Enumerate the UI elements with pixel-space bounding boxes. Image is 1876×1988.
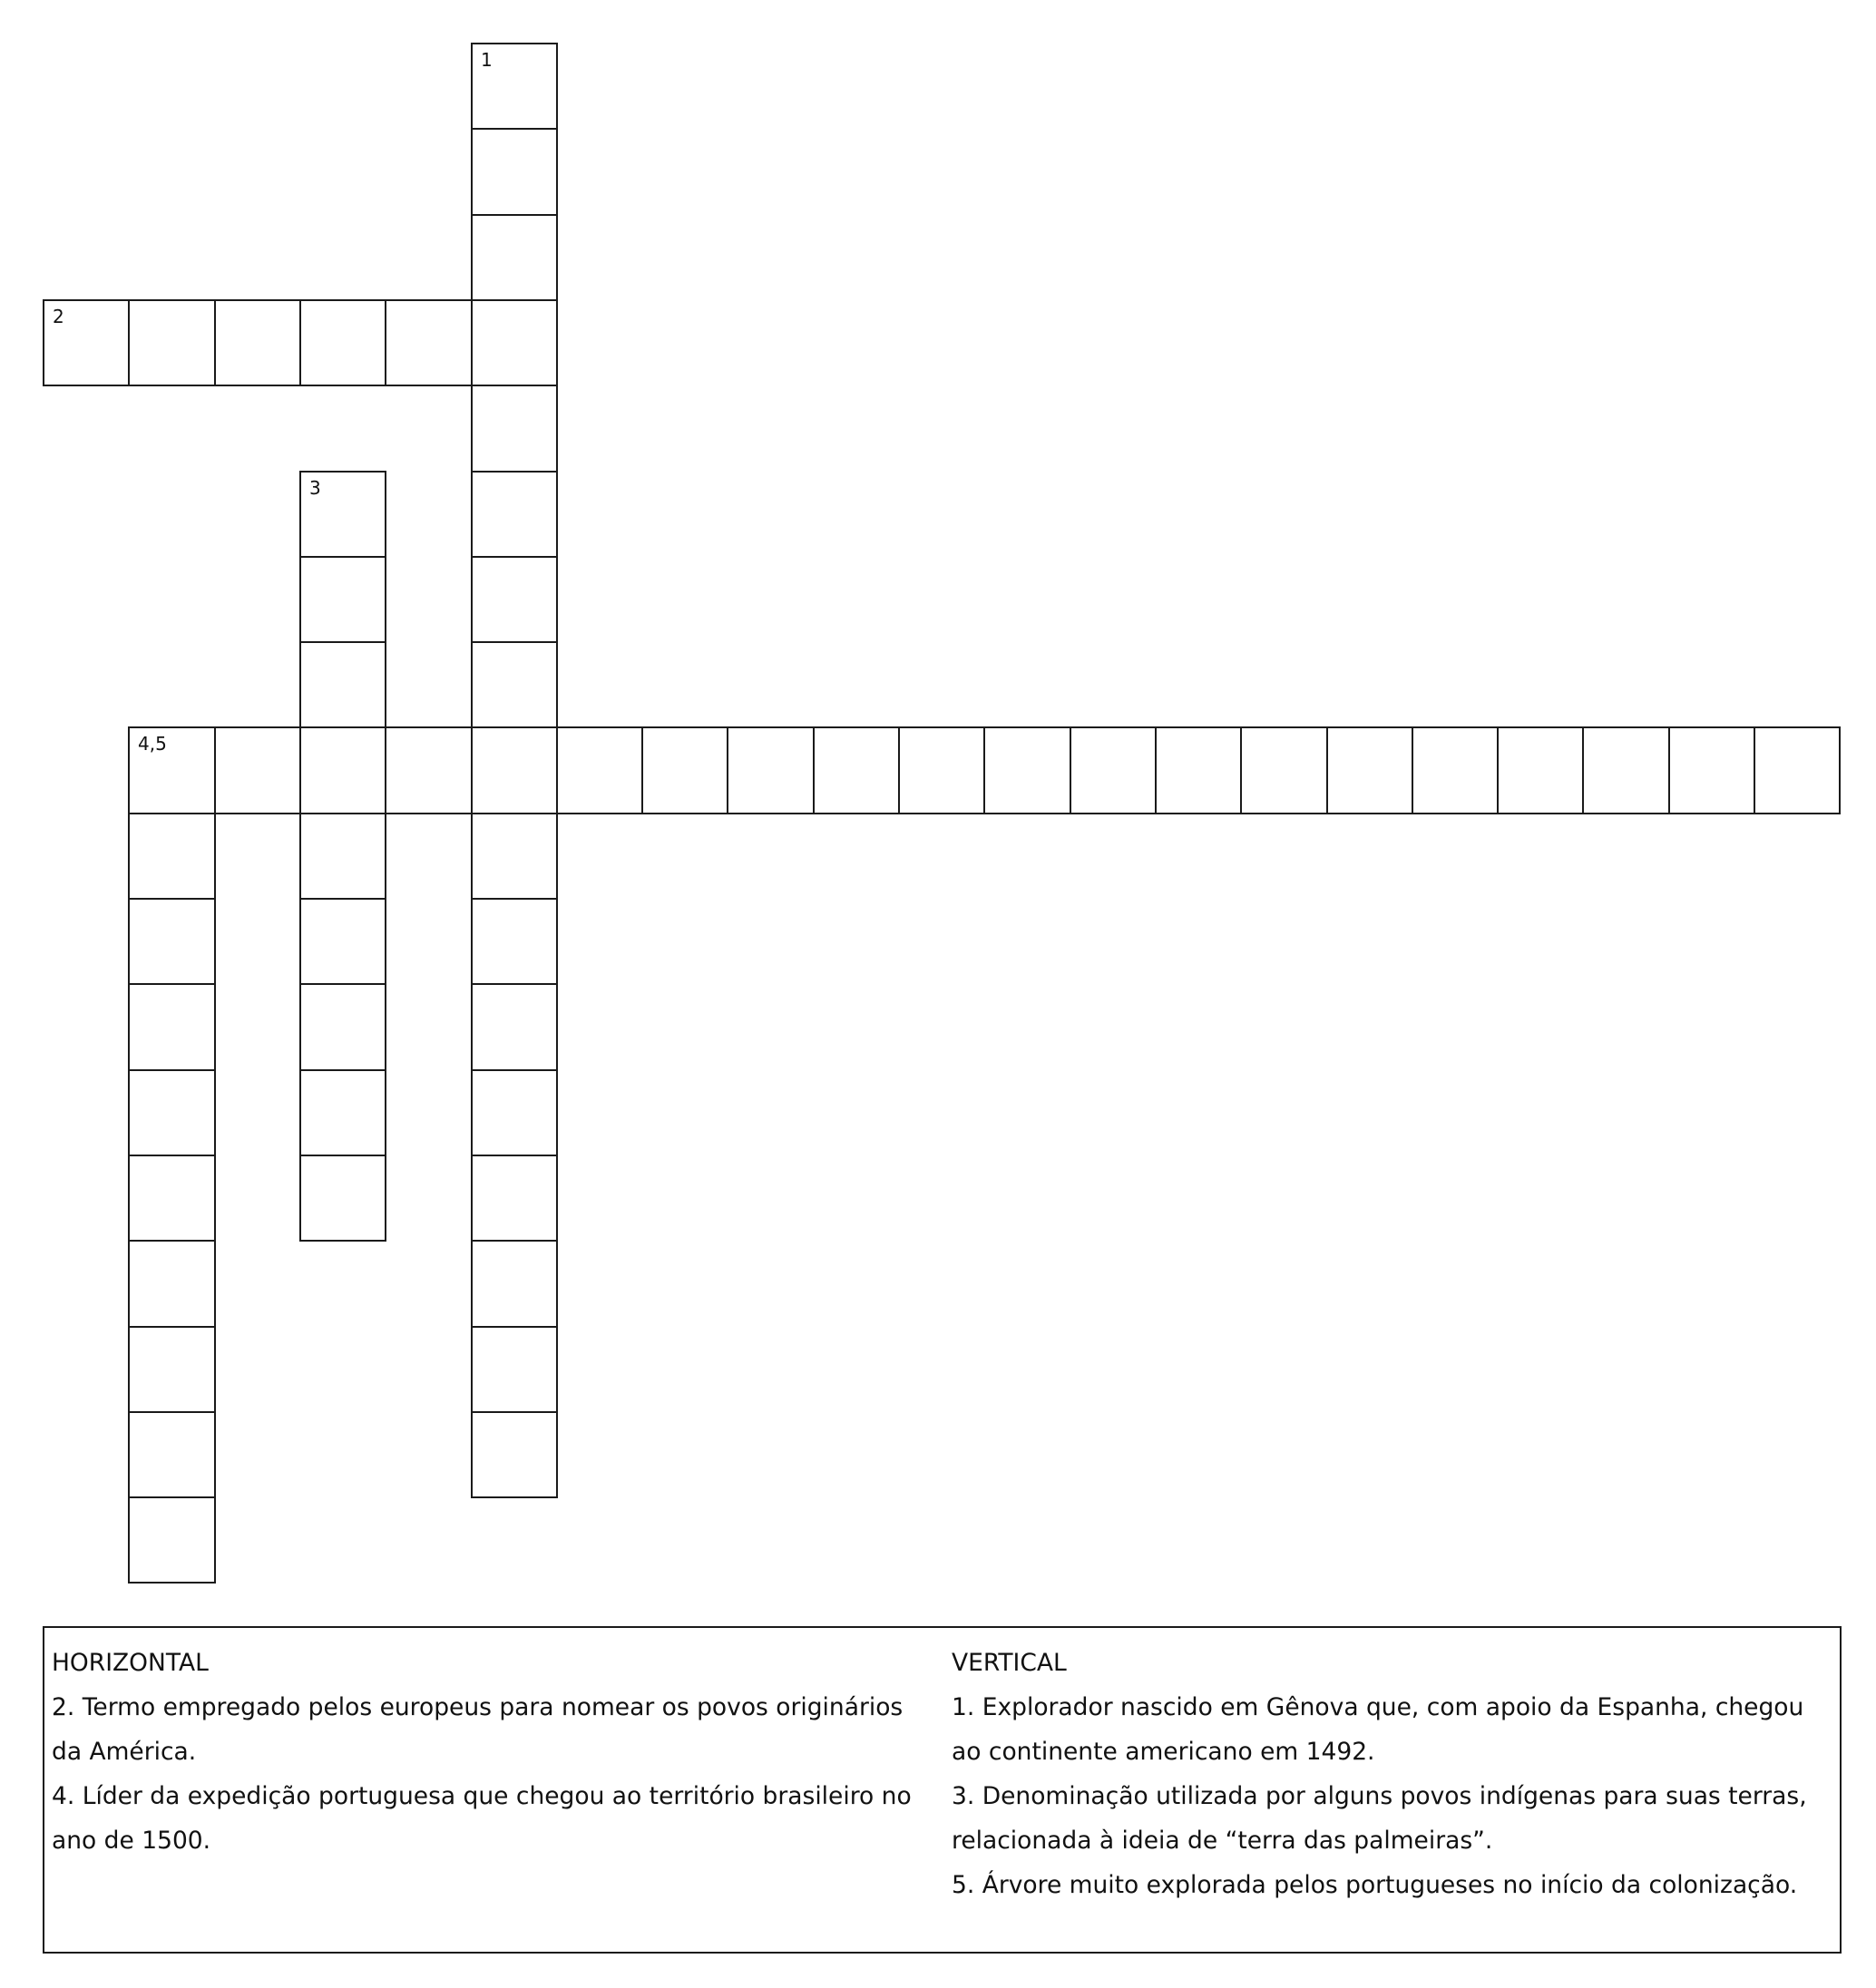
crossword-cell[interactable] [128,898,216,985]
crossword-cell[interactable] [128,1326,216,1413]
crossword-cell[interactable] [471,299,558,386]
clue-vertical-3: 3. Denominação utilizada por alguns povos indígenas para suas terras, relacionada à ideia de “terra das palmeiras”. [952,1782,1807,1855]
crossword-cell[interactable] [299,726,386,814]
crossword-cell[interactable] [471,471,558,558]
crossword-cell[interactable] [471,128,558,216]
vertical-clues [952,1641,1841,1907]
crossword-cell[interactable] [813,726,900,814]
crossword-cell[interactable] [1754,726,1841,814]
crossword-cell[interactable] [43,299,130,386]
crossword-cell[interactable] [471,983,558,1071]
crossword-cell[interactable] [214,726,301,814]
crossword-cell[interactable] [471,1326,558,1413]
crossword-cell[interactable] [128,726,216,814]
cell-number: 4,5 [138,733,167,755]
crossword-cell[interactable] [299,1069,386,1156]
crossword-cell[interactable] [299,299,386,386]
crossword-cell[interactable] [299,813,386,900]
clues-box [43,1626,1842,1954]
vertical-heading: VERTICAL [952,1649,1067,1677]
crossword-cell[interactable] [1070,726,1157,814]
crossword-cell[interactable] [299,983,386,1071]
crossword-cell[interactable] [471,813,558,900]
crossword-cell[interactable] [471,1411,558,1498]
clue-vertical-5: 5. Árvore muito explorada pelos portugueses no início da colonização. [952,1871,1798,1899]
crossword-cell[interactable] [1326,726,1413,814]
cell-number: 1 [481,49,493,71]
crossword-cell[interactable] [641,726,728,814]
crossword-cell[interactable] [128,813,216,900]
crossword-cell[interactable] [214,299,301,386]
crossword-cell[interactable] [471,641,558,728]
cell-number: 2 [53,306,64,327]
clue-vertical-1: 1. Explorador nascido em Gênova que, com apoio da Espanha, chegou ao continente americano em 1492. [952,1693,1804,1766]
crossword-cell[interactable] [1668,726,1755,814]
crossword-cell[interactable] [471,1240,558,1328]
crossword-cell[interactable] [1412,726,1499,814]
crossword-cell[interactable] [128,1069,216,1156]
crossword-cell[interactable] [299,641,386,728]
crossword-cell[interactable] [1497,726,1584,814]
crossword-cell[interactable] [128,983,216,1071]
crossword-cell[interactable] [299,556,386,643]
cell-number: 3 [309,477,321,499]
crossword-cell[interactable] [1240,726,1328,814]
crossword-cell[interactable] [128,1496,216,1584]
crossword-cell[interactable] [128,1240,216,1328]
crossword-cell[interactable] [471,214,558,301]
crossword-cell[interactable] [1155,726,1242,814]
crossword-cell[interactable] [471,1069,558,1156]
crossword-cell[interactable] [471,726,558,814]
crossword-cell[interactable] [299,1155,386,1242]
crossword-cell[interactable] [128,1411,216,1498]
crossword-cell[interactable] [556,726,643,814]
horizontal-clues [52,1641,936,1863]
crossword-cell[interactable] [727,726,815,814]
crossword-cell[interactable] [471,556,558,643]
crossword-cell[interactable] [471,1155,558,1242]
horizontal-heading: HORIZONTAL [52,1649,209,1677]
clue-horizontal-2: 2. Termo empregado pelos europeus para nomear os povos originários da América. [52,1693,904,1766]
crossword-cell[interactable] [299,898,386,985]
crossword-cell[interactable] [385,726,473,814]
crossword-cell[interactable] [128,1155,216,1242]
crossword-cell[interactable] [385,299,473,386]
crossword-cell[interactable] [299,471,386,558]
crossword-cell[interactable] [471,898,558,985]
crossword-cell[interactable] [471,385,558,473]
crossword-cell[interactable] [471,43,558,130]
clue-horizontal-4: 4. Líder da expedição portuguesa que chegou ao território brasileiro no ano de 1500. [52,1782,912,1855]
crossword-cell[interactable] [898,726,985,814]
crossword-cell[interactable] [128,299,216,386]
crossword-cell[interactable] [1582,726,1670,814]
crossword-cell[interactable] [983,726,1071,814]
